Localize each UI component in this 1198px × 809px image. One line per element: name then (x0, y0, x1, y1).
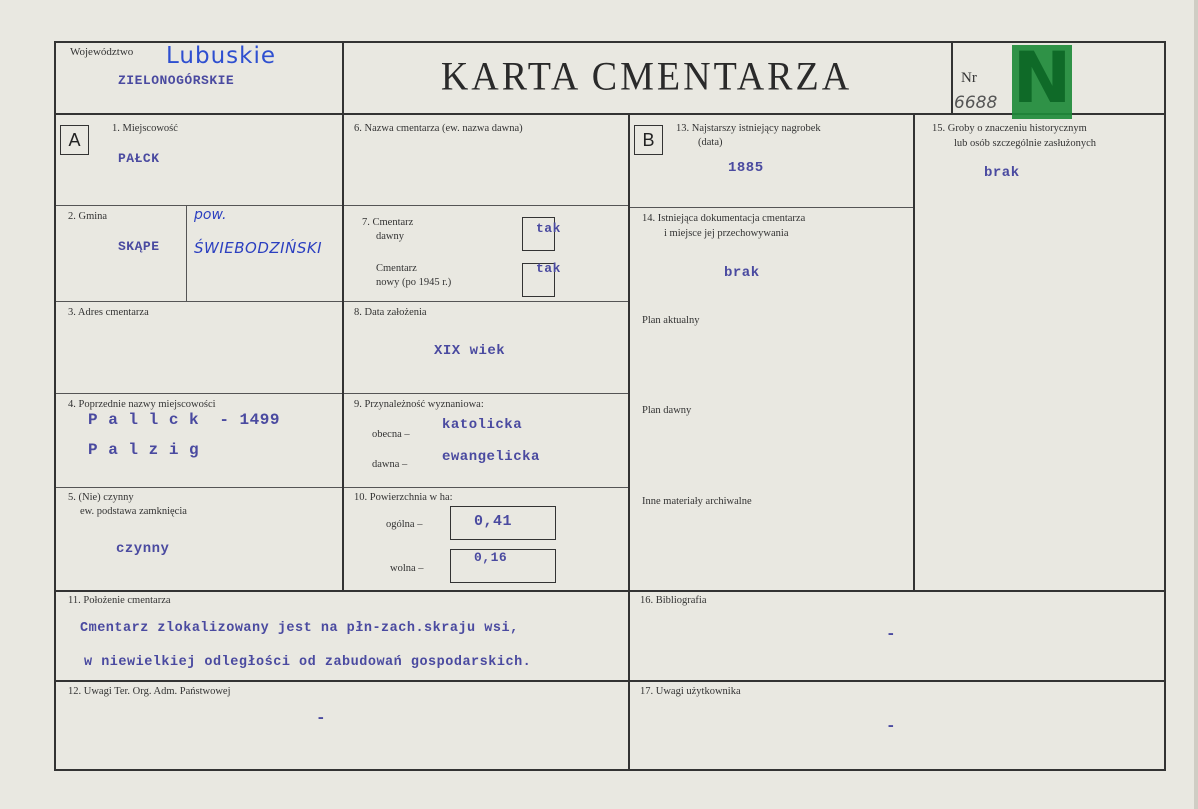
col-divider-2 (628, 113, 630, 769)
other-materials-label: Inne materiały archiwalne (642, 496, 752, 507)
field-7-label-3: Cmentarz (376, 263, 417, 274)
field-10-free-value: 0,16 (474, 550, 508, 565)
field-15-label-1: 15. Groby o znaczeniu historycznym (932, 123, 1087, 134)
wojewodztwo-label: Województwo (70, 46, 134, 58)
row-divider-main (56, 590, 1164, 592)
field-7-value-2: tak (536, 261, 561, 276)
row-divider-bottom (56, 680, 1164, 682)
field-6-label: 6. Nazwa cmentarza (ew. nazwa dawna) (354, 123, 523, 134)
wojewodztwo-stamp: Lubuskie (166, 43, 277, 69)
page-edge-shadow (1194, 0, 1198, 809)
field-9-current-label: obecna – (372, 429, 410, 440)
field-10-label: 10. Powierzchnia w ha: (354, 492, 453, 503)
nr-label: Nr (961, 70, 977, 86)
field-11-value-1: Cmentarz zlokalizowany jest na płn-zach.skraju wsi, (80, 621, 519, 636)
field-1-label: 1. Miejscowość (112, 123, 178, 134)
field-4-value-2: P a l z i g (88, 441, 200, 459)
field-2-label: 2. Gmina (68, 211, 108, 222)
field-8-value: XIX wiek (434, 343, 506, 359)
plan-current-label: Plan aktualny (642, 315, 700, 326)
plan-former-label: Plan dawny (642, 405, 692, 416)
col-divider-gmina (186, 205, 187, 301)
field-10-free-label: wolna – (390, 563, 424, 574)
field-11-label: 11. Położenie cmentarza (68, 595, 171, 606)
row-divider-b1 (628, 207, 914, 208)
field-7-label-4: nowy (po 1945 r.) (376, 277, 452, 288)
field-4-label: 4. Poprzednie nazwy miejscowości (68, 399, 216, 410)
col-divider-3 (913, 113, 915, 590)
field-10-total-label: ogólna – (386, 519, 423, 530)
field-1-value: PAŁCK (118, 151, 160, 166)
nr-marker-letter: N (1012, 37, 1072, 119)
field-2-value: SKĄPE (118, 239, 160, 254)
wojewodztwo-typed: ZIELONOGÓRSKIE (118, 73, 235, 88)
field-11-value-2: w niewielkiej odległości od zabudowań gospodarskich. (84, 655, 532, 670)
field-9-label: 9. Przynależność wyznaniowa: (354, 399, 484, 410)
field-7-label-1: 7. Cmentarz (362, 217, 414, 228)
field-13-label-1: 13. Najstarszy istniejący nagrobek (676, 123, 821, 134)
header-divider (56, 113, 1164, 115)
field-9-current-value: katolicka (442, 417, 523, 433)
field-16-label: 16. Bibliografia (640, 595, 707, 606)
field-16-value: - (886, 625, 897, 643)
field-9-former-value: ewangelicka (442, 449, 540, 465)
field-17-label: 17. Uwagi użytkownika (640, 686, 741, 697)
field-3-label: 3. Adres cmentarza (68, 307, 149, 318)
field-15-label-2: lub osób szczególnie zasłużonych (954, 138, 1096, 149)
section-b-letter: B (634, 125, 663, 155)
field-10-total-value: 0,41 (474, 513, 513, 530)
field-17-value: - (886, 717, 897, 735)
field-5-label-2: ew. podstawa zamknięcia (80, 506, 187, 517)
field-14-label-2: i miejsce jej przechowywania (664, 228, 789, 239)
field-5-value: czynny (116, 541, 170, 557)
cemetery-card (54, 37, 1166, 771)
field-14-label-1: 14. Istniejąca dokumentacja cmentarza (642, 213, 806, 224)
field-13-label-2: (data) (698, 137, 723, 148)
col-divider-1 (342, 43, 344, 590)
col-divider-header-nr (951, 43, 953, 113)
row-divider-m1 (342, 205, 628, 206)
card-title: KARTA CMENTARZA (440, 54, 853, 100)
section-a-letter: A (60, 125, 89, 155)
field-8-label: 8. Data założenia (354, 307, 427, 318)
nr-handwritten: 6688 (954, 93, 998, 113)
field-4-value-1: P a l l c k - 1499 (88, 411, 280, 429)
field-9-former-label: dawna – (372, 459, 408, 470)
field-2-hand-pow: pow. (194, 207, 227, 223)
field-15-value: brak (984, 165, 1020, 181)
field-2-hand-name: ŚWIEBODZIŃSKI (194, 239, 323, 257)
field-7-label-2: dawny (376, 231, 404, 242)
field-12-value: - (316, 709, 327, 727)
field-12-label: 12. Uwagi Ter. Org. Adm. Państwowej (68, 686, 231, 697)
row-divider-a1 (56, 205, 342, 206)
field-7-value-1: tak (536, 221, 561, 236)
field-14-value: brak (724, 265, 760, 281)
field-13-value: 1885 (728, 160, 764, 176)
field-5-label-1: 5. (Nie) czynny (68, 492, 134, 503)
